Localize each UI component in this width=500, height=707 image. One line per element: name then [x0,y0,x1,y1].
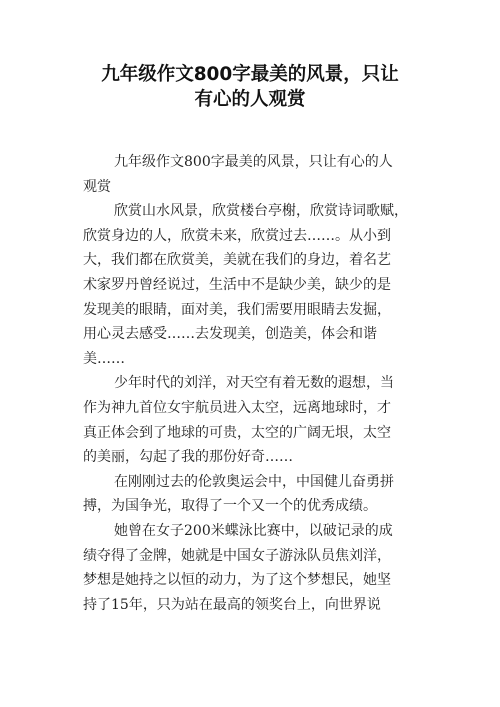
text-line: 观赏 [83,178,111,195]
text-line: 九年级作文800字最美的风景，只让有心的人 [114,154,393,170]
text-line: 她曾在女子200米蝶泳比赛中，以破记录的成 [114,522,393,539]
title-line-1: 九年级作文800字最美的风景，只让 [101,64,399,85]
document-title [60,62,440,112]
text-line: 搏，为国争光，取得了一个又一个的优秀成绩。 [83,498,377,515]
text-line: 发现美的眼睛，面对美，我们需要用眼睛去发掘， [83,301,391,318]
title-line-2: 有心的人观赏 [194,89,306,110]
text-line: 持了15年，只为站在最高的领奖台上，向世界说 [83,596,381,613]
text-line: 美…… [83,350,125,367]
text-line: 术家罗丹曾经说过，生活中不是缺少美，缺少的是 [83,276,391,293]
text-line: 真正体会到了地球的可贵，太空的广阔无垠，太空 [83,424,391,441]
text-line: 用心灵去感受……去发现美，创造美，体会和谐 [83,326,377,343]
text-line: 欣赏身边的人，欣赏未来，欣赏过去……。从小到 [83,227,391,244]
paragraph-2 [83,199,425,371]
text-line: 的美丽，勾起了我的那份好奇…… [83,449,293,466]
text-line: 作为神九首位女宇航员进入太空，远离地球时，才 [83,399,391,416]
paragraph-1 [83,150,425,199]
paragraph-5 [83,519,425,617]
document-body [83,150,425,617]
text-line: 大，我们都在欣赏美，美就在我们的身边，着名艺 [83,252,391,269]
paragraph-4 [83,470,425,519]
text-line: 欣赏山水风景，欣赏楼台亭榭，欣赏诗词歌赋， [114,203,408,220]
text-line: 绩夺得了金牌，她就是中国女子游泳队员焦刘洋， [83,547,391,564]
text-line: 在刚刚过去的伦敦奥运会中，中国健儿奋勇拼 [114,473,394,490]
text-line: 梦想是她持之以恒的动力，为了这个梦想民，她坚 [83,572,391,589]
text-line: 少年时代的刘洋，对天空有着无数的遐想，当 [114,375,394,392]
paragraph-3 [83,371,425,469]
